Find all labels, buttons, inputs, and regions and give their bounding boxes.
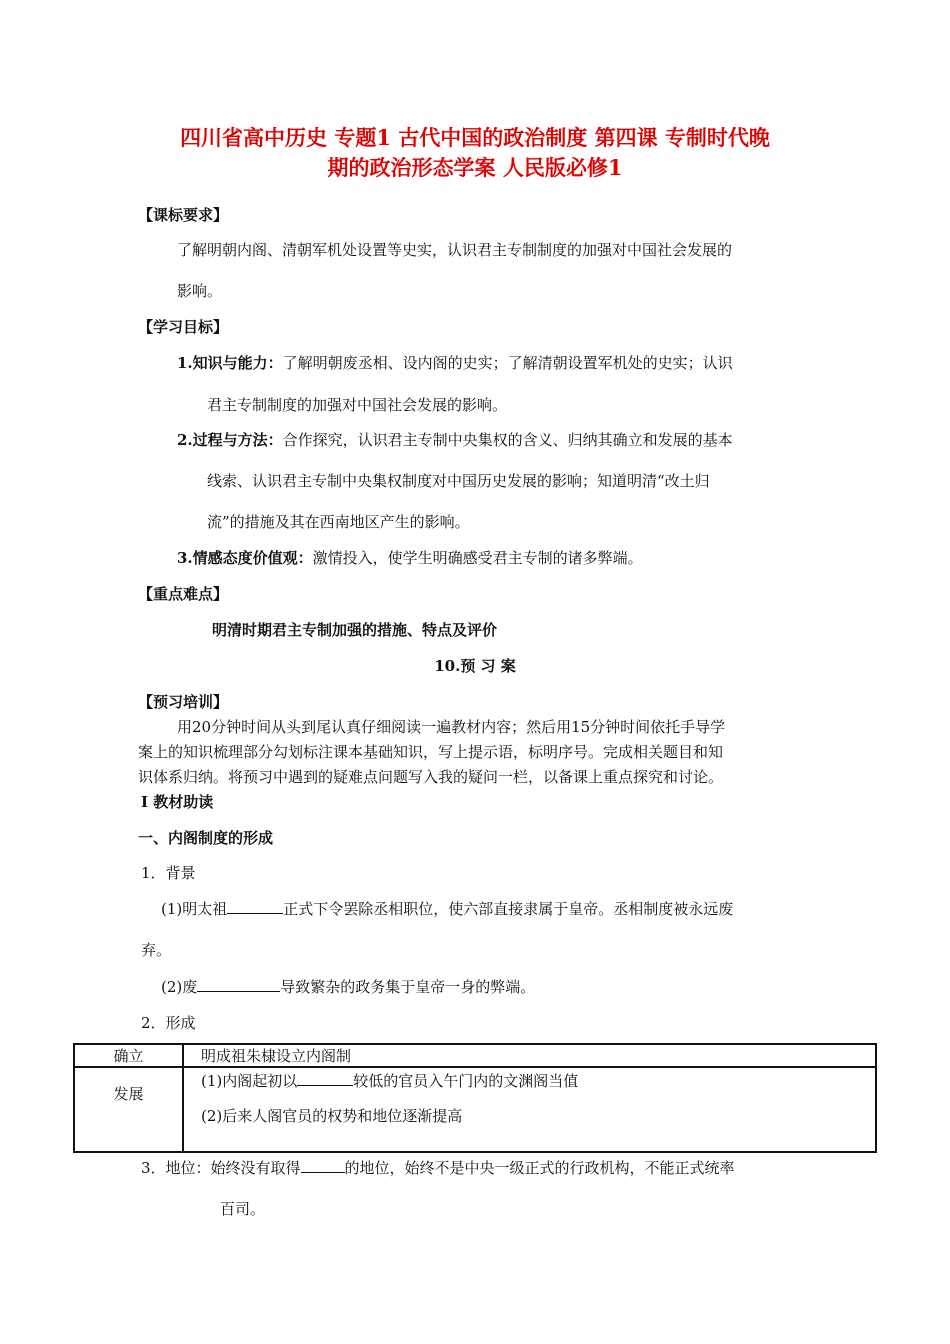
- zhongdian-heading: 【重点难点】: [138, 585, 229, 603]
- jiaocai-zhudu: Ⅰ 教材助读: [141, 793, 214, 811]
- objective-1-cont: 君主专制制度的加强对中国社会发展的影响。: [207, 396, 508, 414]
- beijing-item2-prefix: (2)废: [161, 978, 198, 996]
- document-title-line2: 期的政治形态学案 人民版必修1: [327, 155, 623, 180]
- fazhan-line1-text: 较低的官员入午门内的文渊阁当值: [353, 1072, 579, 1090]
- objective-1: [177, 352, 733, 373]
- objective-3-text: 激情投入，使学生明确感受君主专制的诸多弊端。: [312, 549, 643, 567]
- fazhan-line1-prefix: (1)内阁起初以: [201, 1072, 298, 1090]
- peixun-line1: 用20分钟时间从头到尾认真仔细阅读一遍教材内容；然后用15分钟时间依托手导学: [177, 718, 726, 736]
- kebiao-heading: 【课标要求】: [138, 206, 229, 224]
- zhongdian-text: 明清时期君主专制加强的措施、特点及评价: [212, 621, 498, 639]
- beijing-item1-cont: 弃。: [141, 941, 172, 959]
- yuxi-title: 10.预 习 案: [434, 657, 516, 675]
- row-label-queli: 确立: [74, 1044, 183, 1067]
- peixun-line3: 识体系归纳。将预习中遇到的疑难点问题写入我的疑问一栏，以备课上重点探究和讨论。: [138, 768, 724, 786]
- row-value-queli: 明成祖朱棣设立内阁制: [183, 1044, 876, 1067]
- objective-1-label: 1.知识与能力：: [177, 354, 283, 372]
- peixun-heading: 【预习培训】: [138, 693, 229, 711]
- kebiao-line2: 影响。: [177, 282, 223, 300]
- beijing-label: 1．背景: [141, 864, 196, 882]
- fazhan-line2: (2)后来人阁官员的权势和地位逐渐提高: [201, 1107, 463, 1125]
- beijing-item2: [161, 976, 535, 997]
- beijing-item1: [161, 898, 733, 919]
- objective-3: [177, 547, 643, 568]
- fill-blank-2[interactable]: [197, 977, 280, 992]
- mubiao-heading: 【学习目标】: [138, 318, 229, 336]
- fill-blank-4[interactable]: [301, 1158, 345, 1173]
- objective-2: [177, 429, 733, 450]
- fill-blank-3[interactable]: [297, 1071, 353, 1086]
- table-row: [74, 1067, 876, 1152]
- objective-2-cont2: 流”的措施及其在西南地区产生的影响。: [207, 513, 470, 531]
- diwei-text: 的地位，始终不是中央一级正式的行政机构，不能正式统率: [344, 1159, 735, 1177]
- objective-2-text: 合作探究，认识君主专制中央集权的含义、归纳其确立和发展的基本: [282, 431, 733, 449]
- row-label-fazhan: 发展: [74, 1067, 183, 1152]
- objective-2-cont1: 线索、认识君主专制中央集权制度对中国历史发展的影响；知道明清“改土归: [207, 472, 710, 490]
- diwei-line1: [141, 1157, 735, 1178]
- xingcheng-label: 2．形成: [141, 1014, 196, 1032]
- beijing-item1-prefix: (1)明太祖: [161, 900, 228, 918]
- document-title-line1: 四川省高中历史 专题1 古代中国的政治制度 第四课 专制时代晚: [180, 125, 770, 150]
- kebiao-line1: 了解明朝内阁、清朝军机处设置等史实，认识君主专制制度的加强对中国社会发展的: [177, 241, 733, 259]
- fill-blank-1[interactable]: [227, 899, 283, 914]
- objective-3-label: 3.情感态度价值观：: [177, 549, 313, 567]
- beijing-item2-text: 导致繁杂的政务集于皇帝一身的弊端。: [280, 978, 536, 996]
- beijing-item1-text: 正式下令罢除丞相职位，使六部直接隶属于皇帝。丞相制度被永远废: [283, 900, 734, 918]
- peixun-line2: 案上的知识梳理部分勾划标注课本基础知识，写上提示语，标明序号。完成相关题目和知: [138, 743, 724, 761]
- fazhan-line1: [201, 1070, 875, 1091]
- diwei-line2: 百司。: [220, 1200, 266, 1218]
- section-neige: 一、内阁制度的形成: [138, 829, 274, 847]
- objective-1-text: 了解明朝废丞相、设内阁的史实；了解清朝设置军机处的史实；认识: [282, 354, 733, 372]
- diwei-prefix: 3．地位：始终没有取得: [141, 1159, 301, 1177]
- table-row: [74, 1044, 876, 1067]
- row-value-fazhan: [183, 1067, 876, 1152]
- neige-formation-table: [73, 1043, 877, 1153]
- objective-2-label: 2.过程与方法：: [177, 431, 283, 449]
